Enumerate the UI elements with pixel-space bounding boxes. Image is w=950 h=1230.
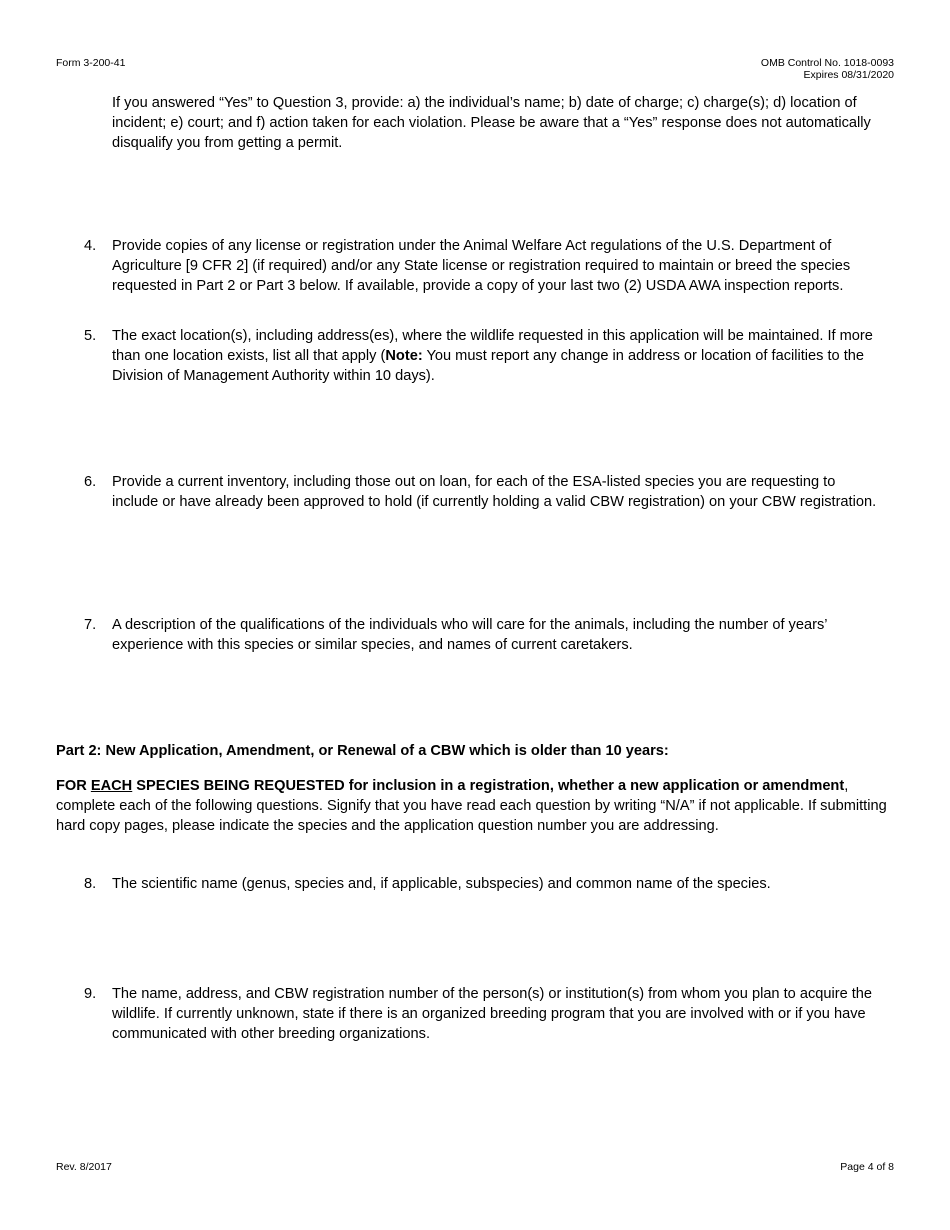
- question-7: [84, 615, 884, 655]
- question-text: The scientific name (genus, species and, if applicable, subspecies) and common name of the species.: [112, 876, 771, 892]
- question-text: A description of the qualifications of the individuals who will care for the animals, including the number of years’ experience with this species or similar species, and names of current caretakers.: [112, 617, 827, 653]
- omb-control-number: OMB Control No. 1018-0093: [760, 57, 894, 69]
- question-number: 8.: [84, 876, 97, 892]
- question-5: [84, 326, 884, 386]
- question-9: [84, 984, 884, 1044]
- revision-date: Rev. 8/2017: [56, 1161, 112, 1173]
- part-2-heading-text: Part 2: New Application, Amendment, or Renewal of a CBW which is older than 10 years:: [56, 743, 669, 759]
- intro-text: , complete each of the following questions. Signify that you have read each question by writing “N/A” if not applicable. If submitting hard copy pages, please indicate the species and the application question number you are addressing.: [56, 778, 887, 834]
- question-text: The name, address, and CBW registration number of the person(s) or institution(s) from whom you plan to acquire the wildlife. If currently unknown, state if there is an organized breeding program that you are involved with or if you have communicated with other breeding organizations.: [112, 986, 873, 1042]
- question-number: 7.: [84, 617, 97, 633]
- question-text-part: The exact location(s), including address(es), where the wildlife requested in this application will be maintained. If more than one location exists, list all that apply (: [112, 328, 873, 364]
- question-4: [84, 236, 884, 296]
- question-number: 6.: [84, 474, 97, 490]
- question-text-part: You must report any change in address or location of facilities to the Division of Management Authority within 10 days).: [112, 348, 865, 384]
- page-number: Page 4 of 8: [840, 1161, 894, 1173]
- omb-info: [761, 57, 894, 81]
- intro-underlined-text: EACH: [90, 778, 133, 794]
- question-text: Provide a current inventory, including those out on loan, for each of the ESA-listed species you are requesting to include or have already been approved to hold (if currently holding a valid CBW registration) on your CBW registration.: [112, 474, 877, 510]
- question-number: 5.: [84, 328, 97, 344]
- question-3-followup: If you answered “Yes” to Question 3, provide: a) the individual’s name; b) date of charge; c) charge(s); d) location of incident; e) court; and f) action taken for each violation. Please be aware that a “Yes” response does not automatically disqualify you from getting a permit.: [112, 95, 871, 151]
- intro-bold-text: SPECIES BEING REQUESTED for inclusion in a registration, whether a new application or amendment: [132, 778, 845, 794]
- question-text: [112, 326, 884, 386]
- intro-bold-text: FOR: [56, 778, 91, 794]
- part-2-intro: [56, 776, 896, 836]
- form-number: Form 3-200-41: [56, 57, 126, 69]
- part-2-heading: [56, 741, 896, 761]
- question-number: 9.: [84, 986, 97, 1002]
- question-number: 4.: [84, 238, 97, 254]
- question-8: [84, 874, 884, 894]
- note-label: Note:: [385, 348, 423, 364]
- question-6: [84, 472, 884, 512]
- expiration-date: Expires 08/31/2020: [803, 69, 894, 81]
- question-text: Provide copies of any license or registration under the Animal Welfare Act regulations of the U.S. Department of Agriculture [9 CFR 2] (if required) and/or any State license or registration required to maintain or breed the species requested in Part 2 or Part 3 below. If available, provide a copy of your last two (2) USDA AWA inspection reports.: [112, 238, 851, 294]
